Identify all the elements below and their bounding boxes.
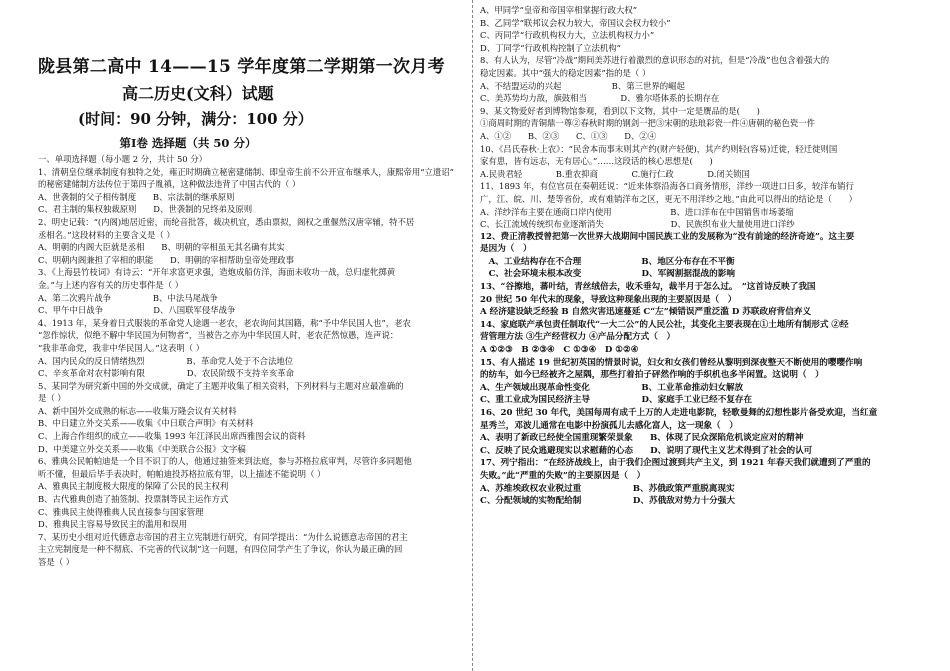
question-line: 金。”与上述内容有关的历史事件是（ ） (38, 279, 184, 290)
question-line: 主立宪制度是一种不彻底、不完善的代议制”这一问题，有四位同学产生了争议，你认为最正确的回 (38, 544, 403, 555)
question-line: A、生产领域出现革命性变化 B、工业革命推动妇女解放 (480, 382, 744, 393)
question-line: 12、费正清教授曾把第一次世界大战期间中国民族工业的发展称为“没有前途的经济奇迹”。这主要 (480, 231, 855, 242)
question-line: 家有患，皆有远志，无有居心。”……这段话的核心思想是( ) (480, 156, 713, 167)
question-line: 失败。”此“严重的失败”的主要原因是（ ） (480, 470, 646, 481)
question-line: B、古代雅典创造了抽签制、投票制等民主运作方式 (38, 494, 229, 505)
question-line: 20 世纪 50 年代末的现象，导致这种现象出现的主要原因是（ ） (480, 294, 737, 305)
left-questions (38, 153, 468, 569)
question-line: C、雅典民主使得雅典人民直接参与国家管理 (38, 506, 204, 517)
question-line: 11、1893 年，有位官员在奏朝廷说：“近来体察沿海各口商务情形，洋纱一项进口日多，较洋布销行 (480, 181, 854, 192)
column-divider (472, 0, 473, 671)
question-line: D、丁同学“行政机构控制了立法机构” (480, 42, 621, 53)
question-line: A、甲同学“皇帝和帝国宰相掌握行政大权” (480, 5, 637, 15)
question-line: C、甲午中日战争 D、八国联军侵华战争 (38, 305, 236, 316)
question-line: 答是（ ） (38, 557, 75, 567)
question-line: A、第二次鸦片战争 B、中法马尾战争 (38, 292, 218, 303)
question-line: 10、《吕氏春秋·上农》：“民舍本而事末则其产约(财产轻便)，其产约则轻(容易)迁徙，轻迁徙则国 (480, 143, 838, 154)
question-line: A、新中国外交成熟的标志——收集万隆会议有关材料 (38, 405, 237, 416)
question-line: A、雅典民主制度极大限度的保障了公民的民主权利 (38, 481, 229, 492)
question-line: 听不懂，但最后毕手表决时，帕帕迪投苏格拉底有罪，以上描述不能说明（ ） (38, 468, 326, 479)
question-line: 1、清朝皇位继承制度有独特之处，雍正时期确立秘密建储制、即皇帝生前不公开宣布继承人，康熙帝用“立遗诏” (38, 166, 454, 177)
question-line: 4、1913 年，某身着日式服装的革命党人途遇一老农，老农询问其国籍，称“予中华民国人也”，老农 (38, 317, 411, 328)
question-line: C、上海合作组织的成立——收集 1993 年江泽民出席西雅图会议的资料 (38, 431, 306, 442)
question-line: 是因为（ ） (480, 244, 532, 255)
exam-subtitle: 高二历史(文科）试题 (122, 84, 274, 103)
question-line: C、丙同学“行政机构权力大，立法机构权力小” (480, 30, 655, 41)
question-line: 2、明史记载：“(内阁)地居近密，而纶音批答，裁决机宜，悉由票拟，阁权之重偃然汉唐宰辅，特不居 (38, 216, 415, 227)
question-line: C、君主制的集权独裁原则 D、世袭制的兄终弟及原则 (38, 204, 253, 215)
question-line: A、世袭制的父子相传制度 B、宗法制的继承原则 (38, 191, 235, 202)
question-line: 15、有人描述 19 世纪初英国的情景时说，妇女和女孩们曾经从黎明到深夜整天不断使用的嘤嘤作响 (480, 357, 863, 368)
question-line: 6、雅典公民帕帕迪是一个目不识丁的人，他通过抽签来到法庭，参与苏格拉底审判，尽管许多同题他 (38, 456, 412, 467)
question-line: A、①② B、②③ C、①③ D、②④ (480, 130, 657, 141)
question-line: C、辛亥革命对农村影响有限 D、农民阶级不支持辛亥革命 (38, 368, 294, 379)
question-line: 16、20 世纪 30 年代，美国每周有成千上万的人走进电影院，轻歌曼舞的幻想性影片备受欢迎，当红童 (480, 408, 878, 418)
question-line: 广，江、皖、川、楚等省份，或有难销洋布之区，更无不用洋纱之地。”由此可以得出的结论是（ ） (480, 193, 857, 204)
question-line: 7、某历史小组对近代德意志帝国的君主立宪制进行研究，有同学提出：“为什么说德意志帝国的君主 (38, 531, 408, 542)
question-line: C、分配领域的实物配给制 D、苏俄敌对势力十分强大 (480, 496, 735, 507)
question-line: C、反映了民众逃避现实以求慰藉的心态 D、说明了现代主义艺术得到了社会的认可 (480, 445, 813, 456)
time-score: (时间：90 分钟，满分：100 分） (78, 110, 313, 128)
question-line: A、国内民众的反日情绪热烈 B、革命党人处于不合法地位 (38, 355, 294, 366)
question-line: A 经济建设缺乏经验 B 自然灾害迅速蔓延 C“左”倾错误严重泛滥 D 苏联政府背信弃义 (480, 307, 812, 318)
question-line: C、美苏势均力敌，旗鼓相当 D、雅尔塔体系的长期存在 (480, 93, 720, 104)
section-heading: 第Ⅰ卷 选择题（共 50 分） (119, 136, 257, 150)
question-line: B、中日建立外交关系——收集《中日联合声明》有关材料 (38, 418, 254, 429)
question-line: C、明朝内阁兼担了宰相的职能 D、明朝的宰相帮助皇帝处理政事 (38, 254, 294, 265)
question-line: C、长江流域传统织布业逐渐消失 D、民族织布业大量使用进口洋纱 (480, 219, 795, 230)
question-line: A ①②③ B ②③④ C ①③④ D ①②④ (480, 345, 639, 356)
right-column (480, 4, 920, 508)
question-line: B、乙同学“联邦议会权力较大，帝国议会权力较小” (480, 17, 671, 28)
question-line: A.民贵君轻 B.重农抑商 C.施行仁政 D.闭关锁国 (480, 168, 750, 179)
question-line: “忽作惊状，似绝不解中华民国为何物者”，当被告之亦为中华民国人时，老农茫然惊愚，连声说： (38, 330, 399, 341)
question-line: 9、某文物爱好者到博物馆参观，看到以下文物，其中一定是赝品的是( ) (480, 105, 760, 116)
question-line: 一、单项选择题（每小题 2 分，共计 50 分） (38, 154, 208, 164)
question-line: 13、“谷擦地，蕃叶结，青丝绒倍去，收禾垂勾，裁半月于怎么过。 ”这首诗反映了我国 (480, 282, 816, 293)
question-line: C、社会环境未根本改变 D、军阀割据混战的影响 (480, 269, 735, 280)
question-line: 14、家庭联产承包责任制取代“一大二公”的人民公社，其变化主要表现在①土地所有制形式 ②经 (480, 319, 849, 330)
question-line: C、重工业成为国民经济主导 D、家庭手工业已经不复存在 (480, 395, 753, 406)
question-line: 稳定因素。其中“强大的稳定因素”指的是（ ） (480, 67, 651, 78)
question-line: 3、《上海县竹枝词》有诗云：“开年求富更求强，造炮成船仿洋，海面未收功一战，总归虚牝掷黄 (38, 267, 396, 278)
question-line: A、洋纱洋布主要在通商口岸内使用 B、进口洋布在中国销售市场萎缩 (480, 206, 794, 217)
question-line: 星秀兰，邓波儿通常在电影中扮演孤儿去感化富人，这一现象（ ） (480, 420, 738, 431)
question-line: 的纺车，如今已经被齐之屋隅，那些打着拍子砰然作响的手织机也多半闲置。这说明（ ） (480, 370, 824, 381)
question-line: A、表明了新政已经使全国重现繁荣景象 B、体现了民众深陷危机谈定应对的精神 (480, 433, 804, 444)
question-line: 是（ ） (38, 393, 66, 404)
question-line: 17、列宁指出：“在经济战线上，由于我们企图过渡到共产主义，到 1921 年春天我们就遭到了严重的 (480, 458, 871, 469)
left-column (38, 52, 468, 569)
question-line: 8、有人认为，尽管“冷战”期间美苏进行着激烈的意识形态的对抗，但是“冷战”也包含着强大的 (480, 55, 830, 66)
question-line: ①商周时期的青铜鼎一尊②春秋时期的钢剑一把③宋朝的珐琅彩瓷一件④唐朝的秘色瓷一件 (480, 118, 815, 129)
question-line: D、中美建立外交关系——收集《中美联合公报》文字稿 (38, 443, 246, 454)
question-line: 丞相名。”这段材料的主要含义是（ ） (38, 229, 175, 240)
question-line: A、苏维埃政权农业税过重 B、苏俄政策严重脱离现实 (480, 483, 735, 494)
question-line: D、雅典民主容易导致民主的滥用和误用 (38, 519, 188, 530)
question-line: 的秘密建储制方法传位于第四子胤禛，这种做法违背了中国古代的（ ） (38, 179, 301, 190)
question-line: A、不结盟运动的兴起 B、第三世界的崛起 (480, 80, 685, 91)
right-questions (480, 4, 920, 508)
exam-title: 陇县第二高中 14——15 学年度第二学期第一次月考 (38, 57, 445, 77)
question-line: A、明朝的内阁大臣就是丞相 B、明朝的宰相虽无其名确有其实 (38, 242, 285, 253)
question-line: “我非革命党，我非中华民国人。”这表明（ ） (38, 342, 205, 353)
question-line: 营管理方法 ③生产经营权力 ④产品分配方式（ ） (480, 332, 676, 343)
question-line: 5、某同学为研究新中国的外交成就，确定了主题并收集了相关资料，下列材料与主题对应最准确的 (38, 380, 404, 391)
question-line: A、工业结构存在不合理 B、地区分布存在不平衡 (480, 256, 735, 267)
